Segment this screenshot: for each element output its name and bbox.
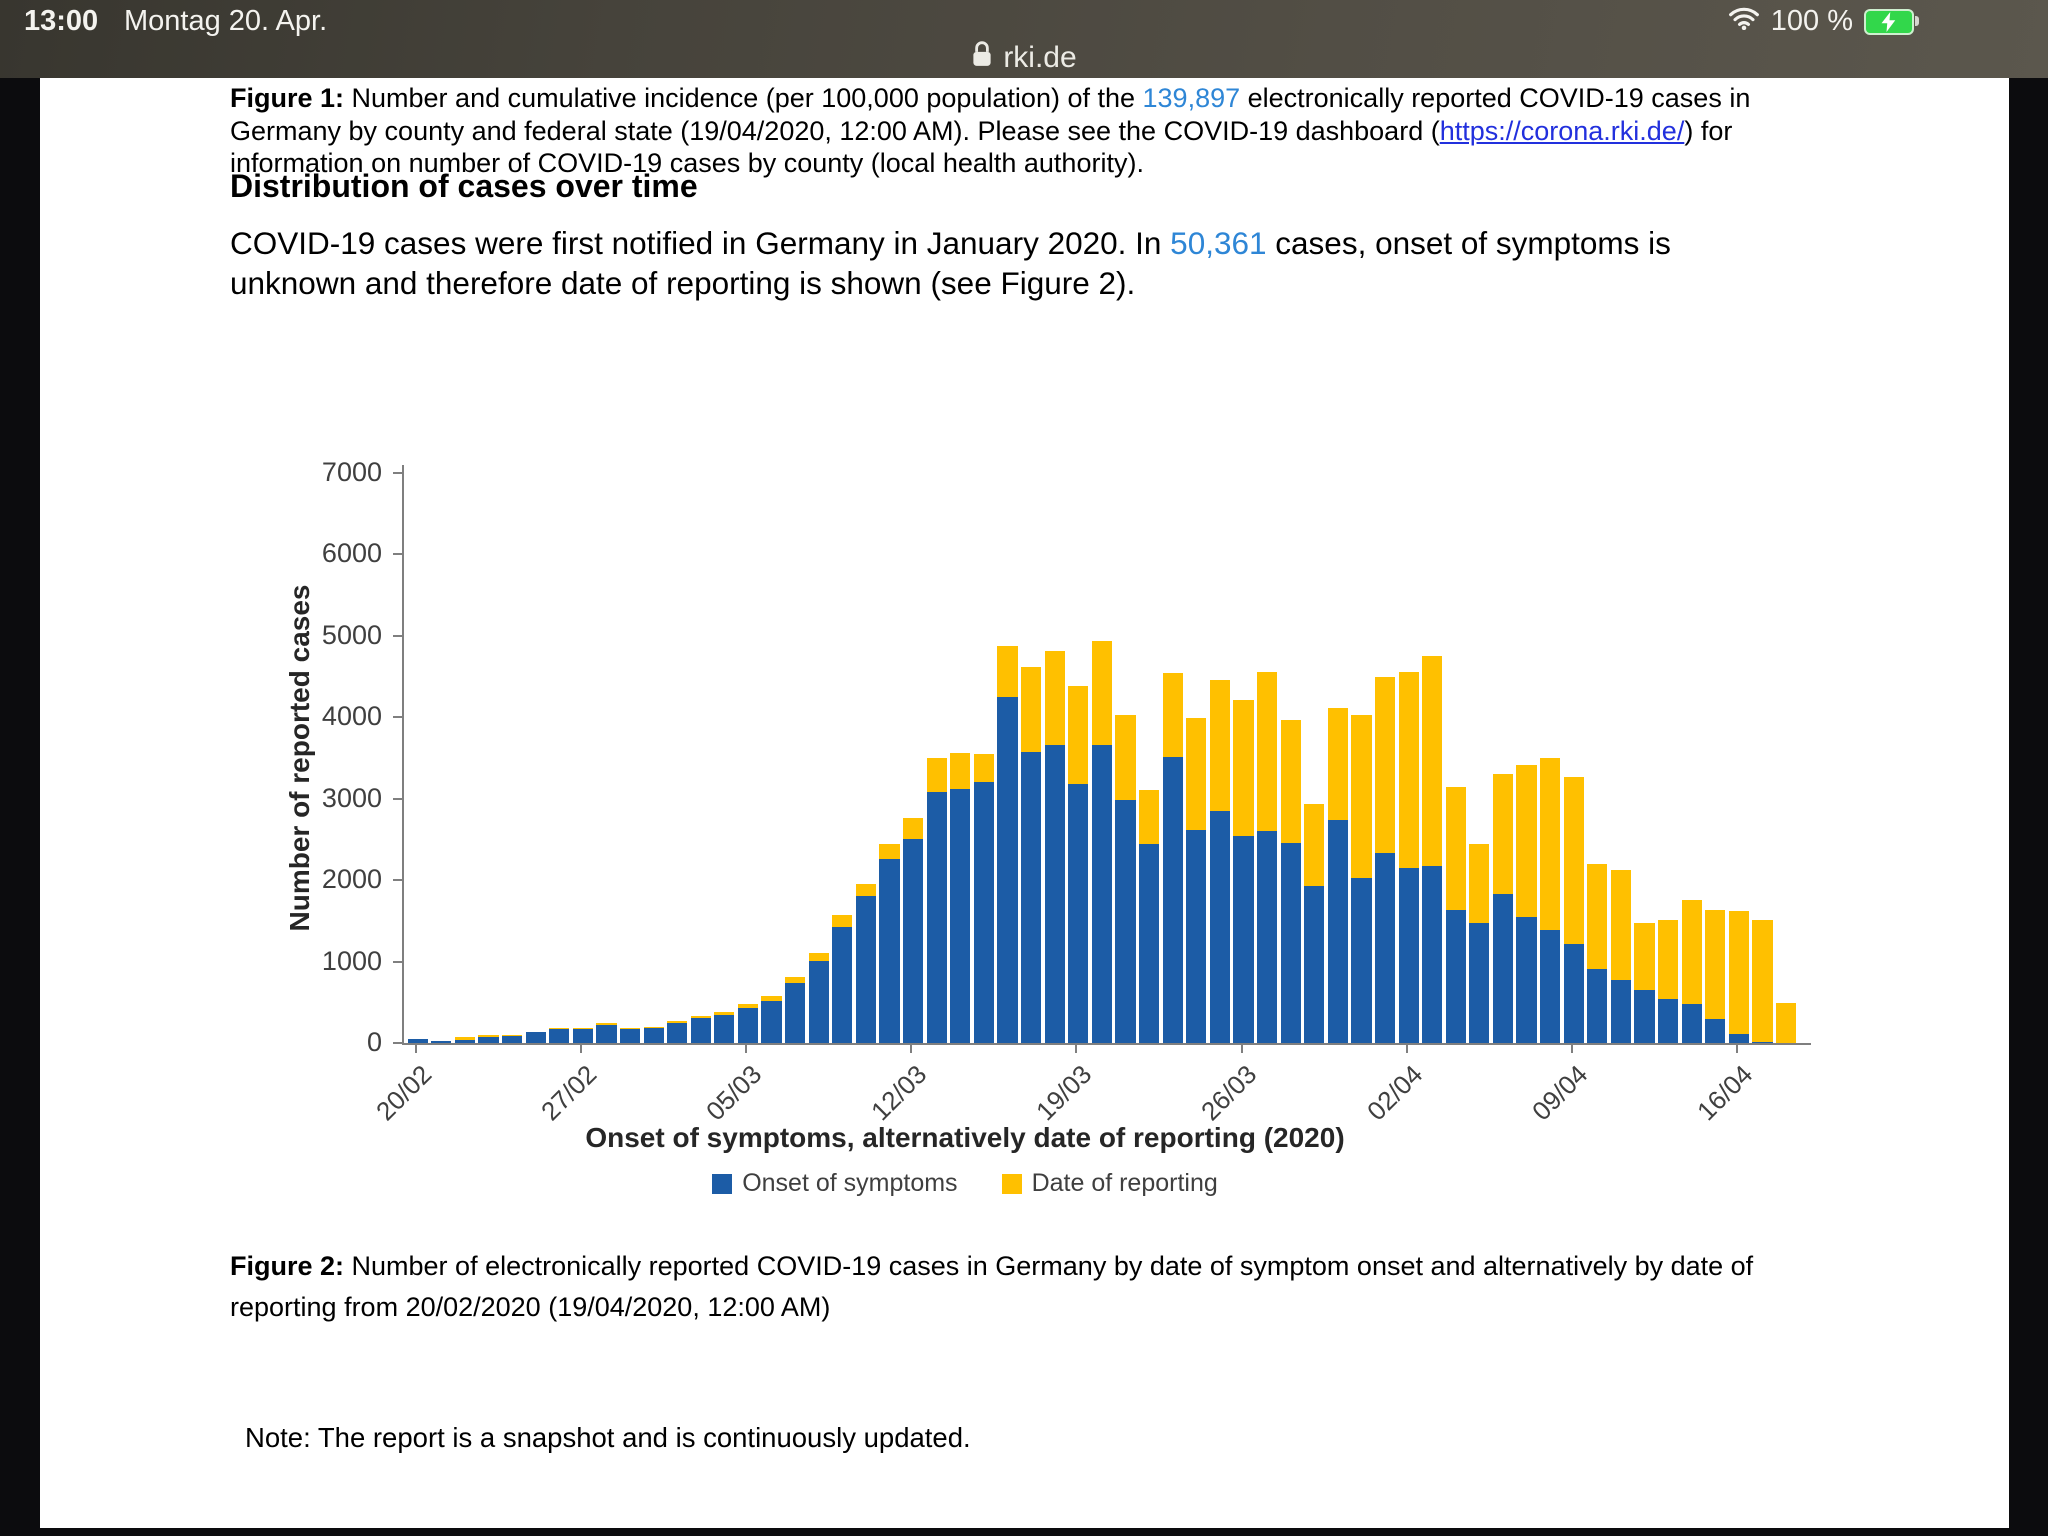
bar-12/04 <box>1634 923 1654 1044</box>
bar-08/04 <box>1540 758 1560 1043</box>
bar-31/03 <box>1351 715 1371 1043</box>
date-of-reporting-segment <box>832 915 852 926</box>
y-tick-label: 5000 <box>321 619 382 650</box>
onset-of-symptoms-segment <box>549 1029 569 1043</box>
bar-03/04 <box>1422 656 1442 1043</box>
y-tick <box>393 1042 402 1044</box>
onset-of-symptoms-segment <box>879 859 899 1043</box>
bar-15/03 <box>974 754 994 1043</box>
onset-of-symptoms-segment <box>1446 910 1466 1043</box>
figure2-chart <box>284 457 1809 1197</box>
onset-of-symptoms-segment <box>738 1008 758 1043</box>
y-tick <box>393 553 402 555</box>
x-tick <box>1406 1043 1408 1053</box>
text-span: COVID-19 cases were first notified in Germany in January 2020. In <box>230 225 1171 261</box>
x-tick-label: 12/03 <box>865 1059 933 1127</box>
date-of-reporting-segment <box>1752 920 1772 1042</box>
date-of-reporting-segment <box>1540 758 1560 930</box>
onset-of-symptoms-segment <box>974 782 994 1043</box>
x-tick <box>745 1043 747 1053</box>
bar-30/03 <box>1328 708 1348 1043</box>
onset-of-symptoms-segment <box>408 1039 428 1043</box>
date-of-reporting-segment <box>1446 787 1466 910</box>
bar-17/03 <box>1021 667 1041 1043</box>
bar-18/03 <box>1045 651 1065 1043</box>
bar-04/04 <box>1446 787 1466 1043</box>
bar-03/03 <box>691 1016 711 1043</box>
onset-of-symptoms-segment <box>1729 1034 1749 1043</box>
onset-of-symptoms-segment <box>1068 784 1088 1043</box>
text-span: cases, onset of symptoms is <box>1266 225 1671 261</box>
bar-09/04 <box>1564 777 1584 1043</box>
text-span: Number and cumulative incidence (per 100,000 population) of the <box>344 83 1143 113</box>
date-of-reporting-segment <box>1045 651 1065 745</box>
x-tick <box>1241 1043 1243 1053</box>
date-of-reporting-segment <box>1210 680 1230 810</box>
onset-of-symptoms-segment <box>526 1032 546 1043</box>
note-text: Note: The report is a snapshot and is continuously updated. <box>245 1422 971 1453</box>
bar-13/03 <box>927 758 947 1043</box>
x-tick <box>1075 1043 1077 1053</box>
onset-of-symptoms-segment <box>714 1015 734 1043</box>
bar-26/03 <box>1233 700 1253 1043</box>
date-of-reporting-segment <box>1328 708 1348 820</box>
onset-of-symptoms-segment <box>856 896 876 1043</box>
bar-29/03 <box>1304 804 1324 1043</box>
text-line <box>230 1287 1753 1328</box>
y-tick <box>393 472 402 474</box>
bar-25/02 <box>526 1032 546 1043</box>
date-of-reporting-segment <box>1092 641 1112 745</box>
lock-icon <box>971 40 993 76</box>
text-span: electronically reported COVID-19 cases in <box>1240 83 1751 113</box>
bar-02/04 <box>1399 672 1419 1043</box>
body-paragraph <box>230 224 1671 303</box>
battery-charging-icon <box>1864 9 1914 35</box>
date-of-reporting-segment <box>1399 672 1419 868</box>
text-span: Number of electronically reported COVID-19 cases in Germany by date of symptom onset and alternatively by date of <box>344 1251 1754 1281</box>
onset-of-symptoms-segment <box>903 839 923 1043</box>
date-of-reporting-segment <box>1186 718 1206 830</box>
bar-21/02 <box>431 1041 451 1043</box>
onset-of-symptoms-segment <box>785 983 805 1043</box>
onset-of-symptoms-segment <box>1115 800 1135 1043</box>
onset-of-symptoms-segment <box>667 1023 687 1043</box>
onset-of-symptoms-segment <box>573 1029 593 1043</box>
date-of-reporting-segment <box>879 844 899 859</box>
bar-08/03 <box>809 953 829 1043</box>
bar-23/03 <box>1163 673 1183 1044</box>
onset-of-symptoms-segment <box>1092 745 1112 1043</box>
y-tick <box>393 798 402 800</box>
highlighted-number: 139,897 <box>1142 83 1241 113</box>
onset-of-symptoms-segment <box>1469 923 1489 1044</box>
onset-of-symptoms-segment <box>1139 844 1159 1043</box>
x-tick-label: 16/04 <box>1690 1059 1759 1127</box>
bar-20/03 <box>1092 641 1112 1043</box>
legend-swatch <box>1002 1174 1022 1194</box>
x-axis-line <box>402 1043 1811 1045</box>
date-of-reporting-segment <box>1634 923 1654 990</box>
bar-16/04 <box>1729 911 1749 1043</box>
date-of-reporting-segment <box>1611 870 1631 980</box>
date-of-reporting-segment <box>1658 920 1678 999</box>
x-tick <box>415 1043 417 1053</box>
y-tick <box>393 879 402 881</box>
bar-04/03 <box>714 1012 734 1043</box>
onset-of-symptoms-segment <box>832 927 852 1043</box>
onset-of-symptoms-segment <box>1281 843 1301 1043</box>
bar-15/04 <box>1705 910 1725 1043</box>
clock-label: 13:00 <box>24 5 99 37</box>
date-of-reporting-segment <box>1682 900 1702 1003</box>
x-tick <box>1571 1043 1573 1053</box>
bar-24/03 <box>1186 718 1206 1043</box>
text-line <box>230 224 1671 264</box>
date-of-reporting-segment <box>1115 715 1135 800</box>
date-of-reporting-segment <box>1516 765 1536 917</box>
onset-of-symptoms-segment <box>1540 930 1560 1043</box>
bar-09/03 <box>832 915 852 1043</box>
date-of-reporting-segment <box>1304 804 1324 885</box>
onset-of-symptoms-segment <box>997 697 1017 1043</box>
bar-12/03 <box>903 818 923 1043</box>
date-of-reporting-segment <box>1729 911 1749 1034</box>
onset-of-symptoms-segment <box>596 1025 616 1043</box>
date-of-reporting-segment <box>1469 844 1489 923</box>
onset-of-symptoms-segment <box>1564 944 1584 1043</box>
date-of-reporting-segment <box>903 818 923 839</box>
onset-of-symptoms-segment <box>1705 1019 1725 1043</box>
bar-20/02 <box>408 1039 428 1043</box>
onset-of-symptoms-segment <box>502 1036 522 1043</box>
bar-23/02 <box>478 1035 498 1043</box>
bar-07/04 <box>1516 765 1536 1043</box>
x-axis-title: Onset of symptoms, alternatively date of reporting (2020) <box>585 1122 1345 1153</box>
onset-of-symptoms-segment <box>478 1037 498 1043</box>
y-tick-label: 6000 <box>321 538 382 569</box>
url-domain: rki.de <box>1003 41 1077 74</box>
onset-of-symptoms-segment <box>1682 1004 1702 1043</box>
legend-swatch <box>712 1174 732 1194</box>
x-tick-label: 09/04 <box>1525 1059 1594 1127</box>
bar-06/04 <box>1493 774 1513 1043</box>
text-span: unknown and therefore date of reporting is shown (see Figure 2). <box>230 264 1136 301</box>
bar-11/03 <box>879 844 899 1043</box>
bar-29/02 <box>620 1028 640 1043</box>
onset-of-symptoms-segment <box>761 1001 781 1043</box>
x-tick-label: 27/02 <box>534 1059 603 1127</box>
onset-of-symptoms-segment <box>1658 999 1678 1043</box>
pdf-report-page <box>40 78 2009 1528</box>
date-of-reporting-segment <box>1257 672 1277 832</box>
wifi-icon <box>1728 5 1760 38</box>
bar-17/04 <box>1752 920 1772 1043</box>
date-of-reporting-segment <box>809 953 829 961</box>
figure1-caption <box>230 82 1750 180</box>
text-span: information on number of COVID-19 cases by county (local health authority). <box>230 148 1144 178</box>
onset-of-symptoms-segment <box>1375 853 1395 1043</box>
text-span: Figure 1: <box>230 83 345 113</box>
bar-28/02 <box>596 1023 616 1043</box>
date-of-reporting-segment <box>1068 686 1088 785</box>
text-line <box>230 264 1671 304</box>
x-tick-label: 05/03 <box>700 1059 768 1127</box>
y-tick <box>393 961 402 963</box>
text-span: Germany by county and federal state (19/04/2020, 12:00 AM). Please see the COVID-19 dashboard ( <box>230 115 1440 146</box>
bar-19/03 <box>1068 686 1088 1043</box>
figure2-caption <box>230 1246 1753 1328</box>
onset-of-symptoms-segment <box>691 1018 711 1043</box>
x-tick-label: 19/03 <box>1030 1059 1098 1127</box>
bar-24/02 <box>502 1035 522 1043</box>
text-line <box>230 115 1750 148</box>
bar-01/04 <box>1375 677 1395 1043</box>
bar-05/04 <box>1469 844 1489 1043</box>
date-of-reporting-segment <box>997 646 1017 698</box>
bar-05/03 <box>738 1004 758 1043</box>
bar-01/03 <box>644 1027 664 1043</box>
bar-14/03 <box>950 753 970 1043</box>
bar-27/03 <box>1257 672 1277 1043</box>
date-of-reporting-segment <box>950 753 970 789</box>
onset-of-symptoms-segment <box>1634 990 1654 1043</box>
bar-11/04 <box>1611 870 1631 1043</box>
bar-25/03 <box>1210 680 1230 1043</box>
chart-legend <box>404 1169 1526 1198</box>
corona-dashboard-link[interactable]: https://corona.rki.de/ <box>1439 115 1685 146</box>
onset-of-symptoms-segment <box>1422 866 1442 1043</box>
bar-18/04 <box>1776 1003 1796 1043</box>
y-tick-label: 4000 <box>321 701 382 732</box>
chart-plot <box>406 473 1798 1043</box>
battery-percent-label: 100 % <box>1770 5 1853 37</box>
date-of-reporting-segment <box>1163 673 1183 758</box>
legend-item-onset-of-symptoms <box>712 1169 957 1198</box>
onset-of-symptoms-segment <box>455 1040 475 1043</box>
bar-21/03 <box>1115 715 1135 1043</box>
date-label: Montag 20. Apr. <box>124 5 328 37</box>
bar-28/03 <box>1281 720 1301 1043</box>
legend-label: Onset of symptoms <box>742 1169 958 1197</box>
bar-14/04 <box>1682 900 1702 1043</box>
onset-of-symptoms-segment <box>809 961 829 1043</box>
onset-of-symptoms-segment <box>1493 894 1513 1043</box>
safari-top-bar <box>0 0 2048 78</box>
onset-of-symptoms-segment <box>1045 745 1065 1043</box>
onset-of-symptoms-segment <box>1233 836 1253 1043</box>
date-of-reporting-segment <box>1375 677 1395 852</box>
y-axis-line <box>402 465 404 1043</box>
onset-of-symptoms-segment <box>431 1041 451 1043</box>
bar-02/03 <box>667 1021 687 1043</box>
onset-of-symptoms-segment <box>1611 980 1631 1043</box>
onset-of-symptoms-segment <box>1257 831 1277 1043</box>
bar-27/02 <box>573 1028 593 1043</box>
bar-07/03 <box>785 977 805 1043</box>
bar-10/04 <box>1587 864 1607 1043</box>
x-tick-label: 02/04 <box>1360 1059 1428 1127</box>
date-of-reporting-segment <box>1587 864 1607 969</box>
date-of-reporting-segment <box>1564 777 1584 944</box>
date-of-reporting-segment <box>974 754 994 782</box>
date-of-reporting-segment <box>1422 656 1442 866</box>
date-of-reporting-segment <box>1493 774 1513 893</box>
section-heading: Distribution of cases over time <box>230 168 698 204</box>
bar-10/03 <box>856 884 876 1043</box>
bar-06/03 <box>761 996 781 1043</box>
onset-of-symptoms-segment <box>1587 969 1607 1043</box>
onset-of-symptoms-segment <box>1186 830 1206 1043</box>
x-tick-label: 26/03 <box>1195 1059 1263 1127</box>
date-of-reporting-segment <box>1233 700 1253 836</box>
onset-of-symptoms-segment <box>1304 886 1324 1043</box>
y-tick-label: 7000 <box>321 457 382 487</box>
onset-of-symptoms-segment <box>1516 917 1536 1043</box>
legend-label: Date of reporting <box>1031 1169 1218 1197</box>
date-of-reporting-segment <box>927 758 947 792</box>
status-indicators <box>1728 5 1914 38</box>
onset-of-symptoms-segment <box>1399 868 1419 1043</box>
y-tick-label: 3000 <box>321 782 382 813</box>
y-tick-label: 0 <box>366 1027 382 1057</box>
date-of-reporting-segment <box>1705 910 1725 1020</box>
x-tick <box>910 1043 912 1053</box>
text-line <box>230 1246 1753 1287</box>
address-bar[interactable] <box>0 38 2048 78</box>
bar-26/02 <box>549 1028 569 1043</box>
onset-of-symptoms-segment <box>1351 878 1371 1043</box>
highlighted-number: 50,361 <box>1170 225 1267 261</box>
bar-13/04 <box>1658 920 1678 1043</box>
text-span: reporting from 20/02/2020 (19/04/2020, 12:00 AM) <box>230 1292 831 1322</box>
onset-of-symptoms-segment <box>644 1028 664 1043</box>
onset-of-symptoms-segment <box>1163 757 1183 1043</box>
onset-of-symptoms-segment <box>1021 752 1041 1043</box>
x-tick-label: 20/02 <box>369 1059 437 1127</box>
y-tick <box>393 716 402 718</box>
x-tick <box>580 1043 582 1053</box>
onset-of-symptoms-segment <box>1328 820 1348 1043</box>
y-tick <box>393 635 402 637</box>
y-tick-label: 1000 <box>321 945 382 976</box>
onset-of-symptoms-segment <box>927 792 947 1043</box>
y-tick-label: 2000 <box>321 864 382 895</box>
bar-22/03 <box>1139 790 1159 1043</box>
date-of-reporting-segment <box>1351 715 1371 878</box>
bar-22/02 <box>455 1037 475 1043</box>
onset-of-symptoms-segment <box>950 789 970 1043</box>
date-of-reporting-segment <box>856 884 876 896</box>
date-of-reporting-segment <box>1776 1003 1796 1043</box>
bar-16/03 <box>997 646 1017 1043</box>
legend-item-date-of-reporting <box>1002 1169 1218 1198</box>
text-line <box>230 82 1750 115</box>
x-tick <box>1736 1043 1738 1053</box>
text-span: Figure 2: <box>230 1251 345 1281</box>
y-axis-title: Number of reported cases <box>284 584 315 932</box>
text-span: ) for <box>1684 115 1733 146</box>
date-of-reporting-segment <box>1281 720 1301 843</box>
date-of-reporting-segment <box>1139 790 1159 844</box>
onset-of-symptoms-segment <box>1752 1042 1772 1043</box>
date-of-reporting-segment <box>1021 667 1041 752</box>
onset-of-symptoms-segment <box>620 1029 640 1043</box>
onset-of-symptoms-segment <box>1210 811 1230 1043</box>
